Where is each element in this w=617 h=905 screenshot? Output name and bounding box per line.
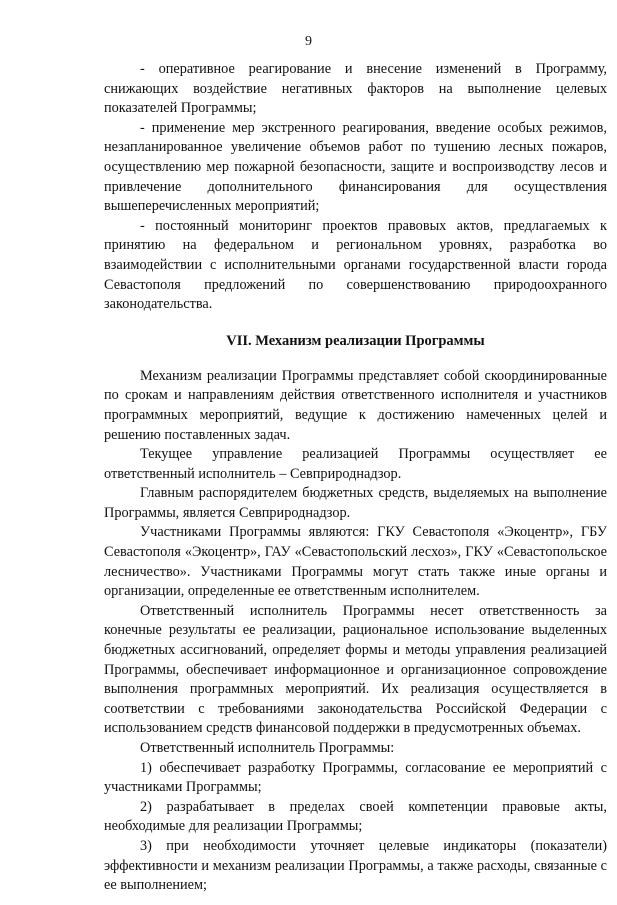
paragraph-responsibility: Ответственный исполнитель Программы несет ответственность за конечные результаты ее реализации, рациональное использование выделенных бюджетных ассигнований, определяет формы и методы управления реализацией Программы, обеспечивает информационное и организационное сопровождение выполнения программных мероприятий. Их реализация осуществляется в соответствии с требованиями законодательства Российской Федерации с использованием средств финансовой поддержки в предусмотренных объемах. bbox=[104, 602, 607, 737]
paragraph-participants: Участниками Программы являются: ГКУ Севастополя «Экоцентр», ГБУ Севастополя «Экоцентр», ГАУ «Севастопольский лесхоз», ГКУ «Севастопольское лесничество». Участниками Программы могут стать также иные органы и организации, определенные ее ответственным исполнителем. bbox=[104, 524, 607, 600]
paragraph-mechanism: Механизм реализации Программы представляет собой скоординированные по срокам и направлениям действия ответственного исполнителя и участников программных мероприятий, ведущие к достижению намеченных целей и решению поставленных задач. bbox=[104, 367, 607, 443]
paragraph-emergency-measures: - применение мер экстренного реагирования, введение особых режимов, незапланированное увеличение объемов работ по тушению лесных пожаров, осуществлению мер пожарной безопасности, защите и воспроизводству лесов и привлечение дополнительного финансирования для осуществления вышеперечисленных мероприятий; bbox=[104, 119, 607, 215]
section-heading: VII. Механизм реализации Программы bbox=[226, 332, 485, 349]
paragraph-current-management: Текущее управление реализацией Программы осуществляет ее ответственный исполнитель – Севприроднадзор. bbox=[104, 446, 607, 482]
list-item-3: 3) при необходимости уточняет целевые индикаторы (показатели) эффективности и механизм реализации Программы, а также расходы, связанные с ее выполнением; bbox=[104, 837, 607, 894]
paragraph-executor-intro: Ответственный исполнитель Программы: bbox=[140, 740, 395, 756]
paragraph-main-manager: Главным распорядителем бюджетных средств, выделяемых на выполнение Программы, является Севприроднадзор. bbox=[104, 485, 607, 521]
paragraph-monitoring: - постоянный мониторинг проектов правовых актов, предлагаемых к принятию на федеральном и региональном уровнях, разработка во взаимодействии с исполнительными органами государственной власти города Севастополя предложений по совершенствованию природоохранного законодательства. bbox=[104, 217, 607, 313]
list-item-2: 2) разрабатывает в пределах своей компетенции правовые акты, необходимые для реализации Программы; bbox=[104, 798, 607, 835]
paragraph-operative-response: - оперативное реагирование и внесение изменений в Программу, снижающих воздействие негативных факторов на выполнение целевых показателей Программы; bbox=[104, 61, 607, 117]
document-body bbox=[104, 60, 607, 896]
list-item-1: 1) обеспечивает разработку Программы, согласование ее мероприятий с участниками Программы; bbox=[104, 759, 607, 796]
page-number: 9 bbox=[305, 34, 312, 49]
